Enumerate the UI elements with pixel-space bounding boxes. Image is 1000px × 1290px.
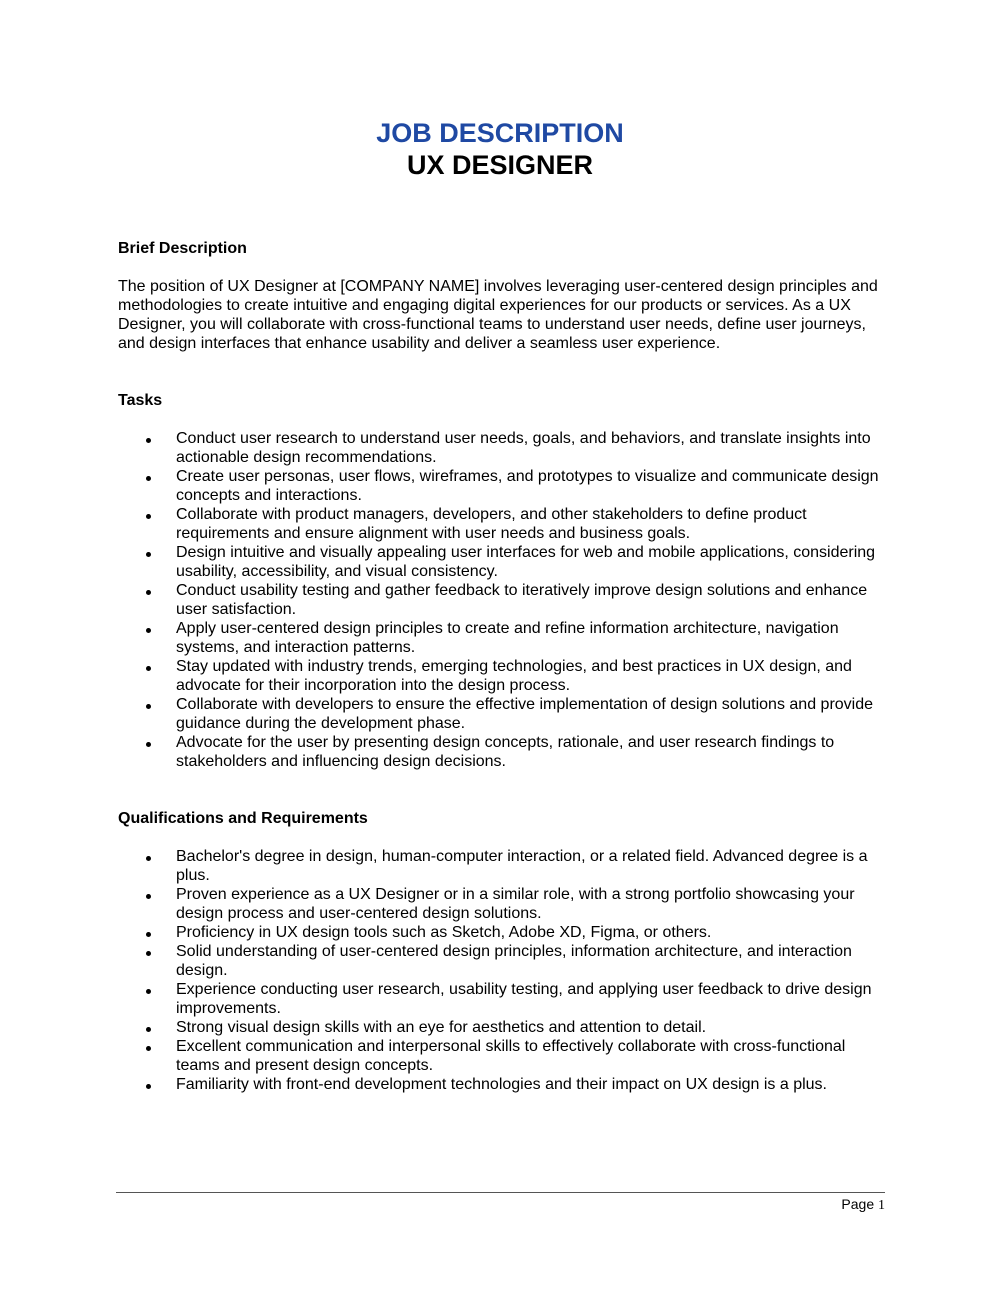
bullet-icon: [146, 1027, 151, 1032]
task-item-text: Stay updated with industry trends, emerging technologies, and best practices in UX design, and advocate for their incorporation into the design process.: [176, 658, 852, 694]
bullet-icon: [146, 742, 151, 747]
bullet-icon: [146, 476, 151, 481]
bullet-icon: [146, 666, 151, 671]
bullet-icon: [146, 438, 151, 443]
bullet-icon: [146, 932, 151, 937]
qualification-item-text: Solid understanding of user-centered design principles, information architecture, and interaction design.: [176, 943, 852, 979]
qualification-item: [0, 1037, 886, 1075]
task-item: [0, 619, 886, 657]
task-item: [0, 429, 886, 467]
page-number-value: 1: [878, 1198, 885, 1213]
task-item-text: Design intuitive and visually appealing user interfaces for web and mobile applications, considering usability, accessibility, and visual consistency.: [176, 544, 876, 580]
bullet-icon: [146, 1084, 151, 1089]
bullet-icon: [146, 951, 151, 956]
brief-description-heading: Brief Description: [118, 240, 247, 257]
document-title: JOB DESCRIPTION: [376, 118, 624, 148]
bullet-icon: [146, 552, 151, 557]
task-item-text: Apply user-centered design principles to create and refine information architecture, navigation systems, and interaction patterns.: [176, 620, 839, 656]
task-item: [0, 657, 886, 695]
tasks-list: [0, 429, 886, 771]
qualification-item-text: Experience conducting user research, usability testing, and applying user feedback to drive design improvements.: [176, 981, 872, 1017]
page-label: Page: [841, 1196, 875, 1212]
qualification-item-text: Proficiency in UX design tools such as Sketch, Adobe XD, Figma, or others.: [176, 924, 712, 941]
qualification-item: [0, 885, 886, 923]
qualification-item-text: Excellent communication and interpersonal skills to effectively collaborate with cross-functional teams and present design concepts.: [176, 1038, 846, 1074]
task-item-text: Create user personas, user flows, wireframes, and prototypes to visualize and communicate design concepts and interactions.: [176, 468, 879, 504]
task-item-text: Conduct usability testing and gather feedback to iteratively improve design solutions and enhance user satisfaction.: [176, 582, 868, 618]
qualification-item: [0, 1018, 886, 1037]
task-item: [0, 733, 886, 771]
bullet-icon: [146, 989, 151, 994]
tasks-heading: Tasks: [118, 392, 163, 409]
task-item-text: Collaborate with product managers, developers, and other stakeholders to define product requirements and ensure alignment with user needs and business goals.: [176, 506, 807, 542]
brief-description-text: The position of UX Designer at [COMPANY NAME] involves leveraging user-centered design principles and methodologies to create intuitive and engaging digital experiences for our products or services. As a UX Designer, you will collaborate with cross-functional teams to understand user needs, define user journeys, and design interfaces that enhance usability and deliver a seamless user experience.: [118, 278, 878, 352]
task-item: [0, 581, 886, 619]
task-item-text: Advocate for the user by presenting design concepts, rationale, and user research findings to stakeholders and influencing design decisions.: [176, 734, 835, 770]
task-item: [0, 695, 886, 733]
qualification-item-text: Proven experience as a UX Designer or in a similar role, with a strong portfolio showcasing your design process and user-centered design solutions.: [176, 886, 855, 922]
qualification-item-text: Bachelor's degree in design, human-computer interaction, or a related field. Advanced degree is a plus.: [176, 848, 868, 884]
qualification-item: [0, 980, 886, 1018]
qualification-item: [0, 847, 886, 885]
bullet-icon: [146, 704, 151, 709]
qualification-item: [0, 1075, 886, 1094]
bullet-icon: [146, 628, 151, 633]
qualification-item: [0, 923, 886, 942]
job-title: UX DESIGNER: [406, 150, 594, 180]
task-item-text: Conduct user research to understand user needs, goals, and behaviors, and translate insights into actionable design recommendations.: [176, 430, 871, 466]
page-number: [841, 1196, 885, 1214]
bullet-icon: [146, 590, 151, 595]
task-item-text: Collaborate with developers to ensure the effective implementation of design solutions and provide guidance during the development phase.: [176, 696, 874, 732]
qualifications-heading: Qualifications and Requirements: [118, 810, 368, 827]
bullet-icon: [146, 514, 151, 519]
qualification-item-text: Familiarity with front-end development technologies and their impact on UX design is a plus.: [176, 1076, 827, 1093]
bullet-icon: [146, 894, 151, 899]
bullet-icon: [146, 856, 151, 861]
task-item: [0, 543, 886, 581]
footer-divider: [116, 1192, 885, 1193]
task-item: [0, 505, 886, 543]
qualification-item: [0, 942, 886, 980]
bullet-icon: [146, 1046, 151, 1051]
qualifications-list: [0, 847, 886, 1094]
qualification-item-text: Strong visual design skills with an eye for aesthetics and attention to detail.: [176, 1019, 707, 1036]
task-item: [0, 467, 886, 505]
